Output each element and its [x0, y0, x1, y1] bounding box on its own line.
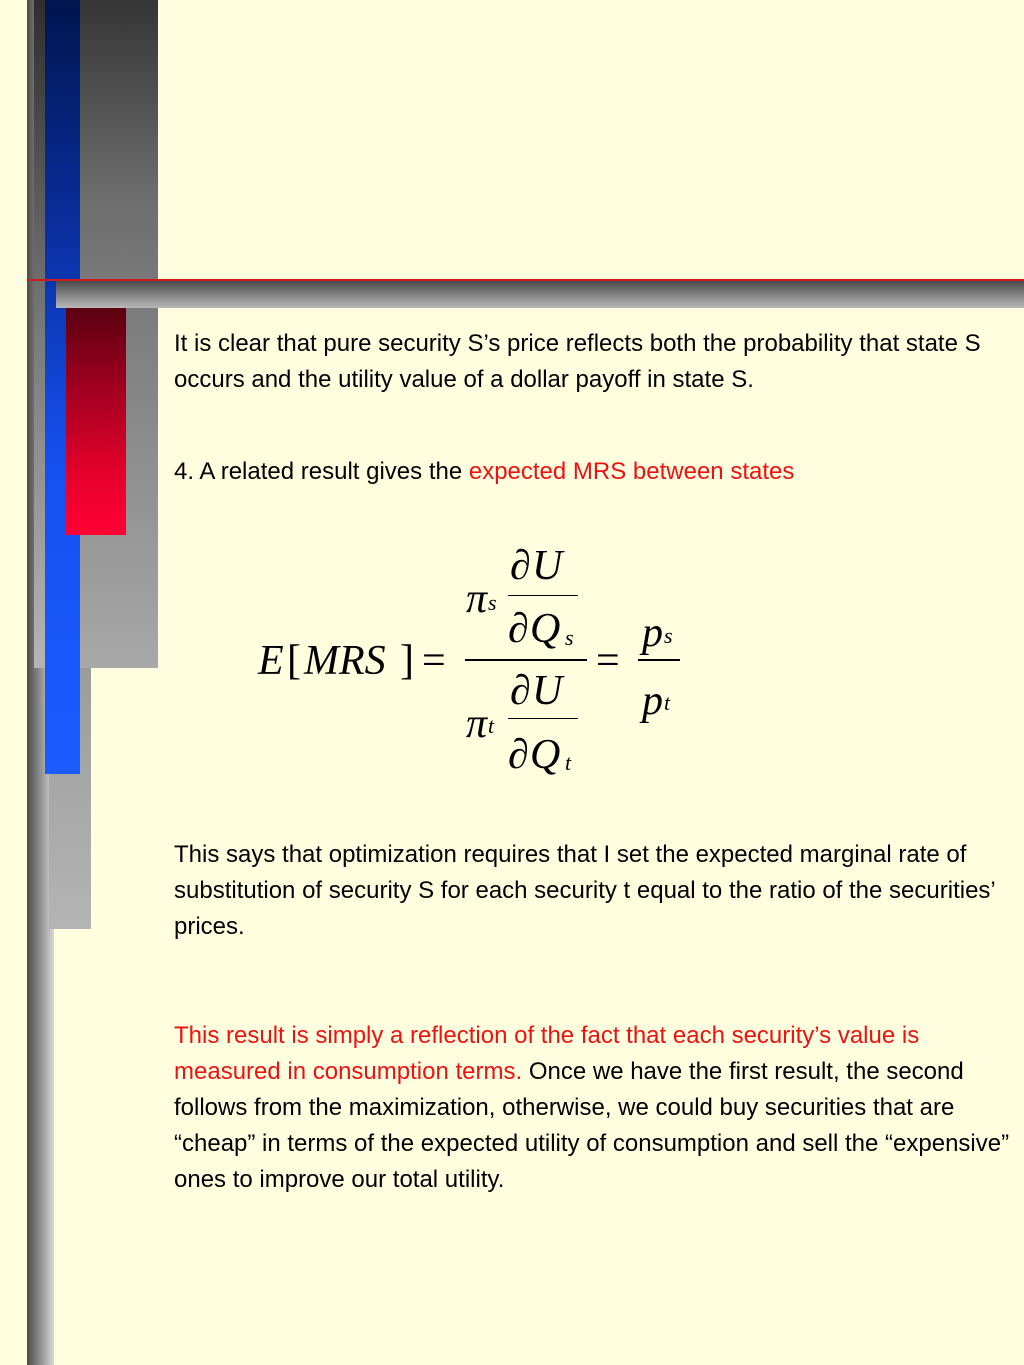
paragraph-security-price: It is clear that pure security S’s price reflects both the probability that state S occurs and the utility value of a dollar payoff in state S.: [174, 330, 981, 393]
eq-p-t-subscript: t: [664, 690, 671, 715]
eq-open-bracket: [: [287, 638, 301, 684]
consumption-terms-highlight: This result is simply a reflection of the fact that each security’s value is measured in consumption terms.: [174, 1022, 920, 1085]
decorative-red-bar: [66, 308, 126, 535]
eq-pi-s: π: [466, 576, 488, 622]
eq-partial-Qt: ∂: [508, 732, 529, 778]
decorative-gray-thin-bar: [34, 0, 45, 668]
eq-partial-U-bottom: ∂: [510, 668, 531, 714]
eq-close-bracket: ]: [400, 638, 414, 684]
eq-p-t: p: [642, 678, 663, 724]
eq-p-s-subscript: s: [664, 623, 673, 648]
paragraph-consumption-terms: [174, 1018, 1014, 1198]
related-result-lead: 4. A related result gives the: [174, 458, 469, 485]
eq-pi-t-subscript: t: [488, 713, 495, 738]
eq-equals-2: =: [596, 638, 620, 684]
eq-main-fraction-bar: [465, 659, 587, 661]
eq-Q-s: Q: [530, 606, 561, 652]
eq-expectation-E: E: [258, 638, 284, 684]
eq-partial-U-top: ∂: [510, 543, 531, 589]
eq-Q-s-subscript: s: [565, 625, 574, 650]
eq-p-s: p: [642, 610, 663, 656]
paragraph-optimization: This says that optimization requires that I set the expected marginal rate of substitution of security S for each security t equal to the ratio of the securities’ prices.: [174, 841, 995, 940]
eq-price-fraction-bar: [638, 659, 680, 661]
eq-fraction-bar-t: [508, 718, 578, 719]
eq-U-bottom: U: [532, 668, 563, 714]
related-result-highlight: expected MRS between states: [468, 458, 795, 485]
paragraph-related-result: [174, 454, 1014, 490]
eq-Q-t-subscript: t: [565, 750, 572, 775]
eq-Q-t: Q: [530, 732, 561, 778]
eq-equals-1: =: [422, 638, 446, 684]
eq-pi-t: π: [466, 701, 488, 747]
eq-fraction-bar-s: [508, 595, 578, 596]
eq-U-top: U: [532, 543, 563, 589]
eq-mrs: MRS: [304, 638, 386, 684]
consumption-terms-rest: Once we have the first result, the second follows from the maximization, otherwise, we could buy securities that are “cheap” in terms of the expected utility of consumption and sell the “expensive” ones to improve our total utility.: [174, 1058, 1010, 1193]
eq-pi-s-subscript: s: [488, 590, 497, 615]
decorative-gray-rule: [56, 281, 1024, 308]
eq-partial-Qs: ∂: [508, 606, 529, 652]
